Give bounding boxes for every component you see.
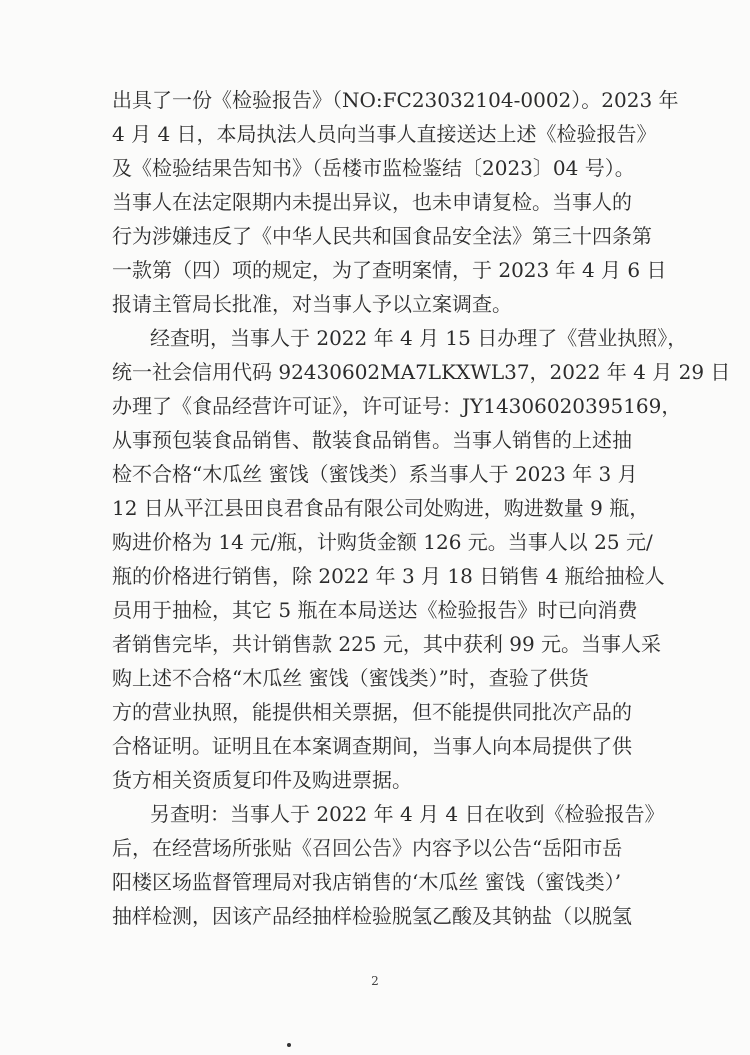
scan-speck bbox=[287, 1043, 291, 1047]
paragraph-start-line: 另查明：当事人于 2022 年 4 月 4 日在收到《检验报告》 bbox=[150, 802, 665, 826]
text-line: 方的营业执照，能提供相关票据，但不能提供同批次产品的 bbox=[112, 700, 632, 724]
text-line: 合格证明。证明且在本案调查期间，当事人向本局提供了供 bbox=[112, 734, 632, 758]
text-line: 报请主管局长批准，对当事人予以立案调查。 bbox=[112, 292, 512, 316]
text-line: 阳楼区场监督管理局对我店销售的‘木瓜丝 蜜饯（蜜饯类）’ bbox=[112, 870, 622, 894]
text-line: 一款第（四）项的规定，为了查明案情，于 2023 年 4 月 6 日 bbox=[112, 258, 667, 282]
text-line: 货方相关资质复印件及购进票据。 bbox=[112, 768, 412, 792]
text-line: 从事预包装食品销售、散装食品销售。当事人销售的上述抽 bbox=[112, 428, 632, 452]
paragraph-start-line: 经查明，当事人于 2022 年 4 月 15 日办理了《营业执照》， bbox=[150, 326, 688, 350]
text-line: 购上述不合格“木瓜丝 蜜饯（蜜饯类）”时，查验了供货 bbox=[112, 666, 589, 690]
text-line: 瓶的价格进行销售，除 2022 年 3 月 18 日销售 4 瓶给抽检人 bbox=[112, 564, 665, 588]
text-line: 当事人在法定限期内未提出异议，也未申请复检。当事人的 bbox=[112, 190, 632, 214]
text-line: 办理了《食品经营许可证》，许可证号：JY14306020395169， bbox=[112, 394, 682, 418]
text-line: 行为涉嫌违反了《中华人民共和国食品安全法》第三十四条第 bbox=[112, 224, 652, 248]
text-line: 出具了一份《检验报告》（NO:FC23032104-0002）。2023 年 bbox=[112, 88, 679, 112]
text-line: 统一社会信用代码 92430602MA7LKXWL37，2022 年 4 月 29 日 bbox=[112, 360, 731, 384]
text-line: 后，在经营场所张贴《召回公告》内容予以公告“岳阳市岳 bbox=[112, 836, 623, 860]
page-number: 2 bbox=[371, 974, 379, 988]
text-line: 检不合格“木瓜丝 蜜饯（蜜饯类）系当事人于 2023 年 3 月 bbox=[112, 462, 638, 486]
text-line: 抽样检测，因该产品经抽样检验脱氢乙酸及其钠盐（以脱氢 bbox=[112, 904, 632, 928]
text-line: 者销售完毕，共计销售款 225 元，其中获利 99 元。当事人采 bbox=[112, 632, 662, 656]
text-line: 员用于抽检，其它 5 瓶在本局送达《检验报告》时已向消费 bbox=[112, 598, 638, 622]
text-line: 4 月 4 日，本局执法人员向当事人直接送达上述《检验报告》 bbox=[112, 122, 657, 146]
text-line: 及《检验结果告知书》（岳楼市监检鉴结〔2023〕04 号）。 bbox=[112, 156, 635, 180]
text-line: 购进价格为 14 元/瓶，计购货金额 126 元。当事人以 25 元/ bbox=[112, 530, 653, 554]
text-line: 12 日从平江县田良君食品有限公司处购进，购进数量 9 瓶， bbox=[112, 496, 650, 520]
